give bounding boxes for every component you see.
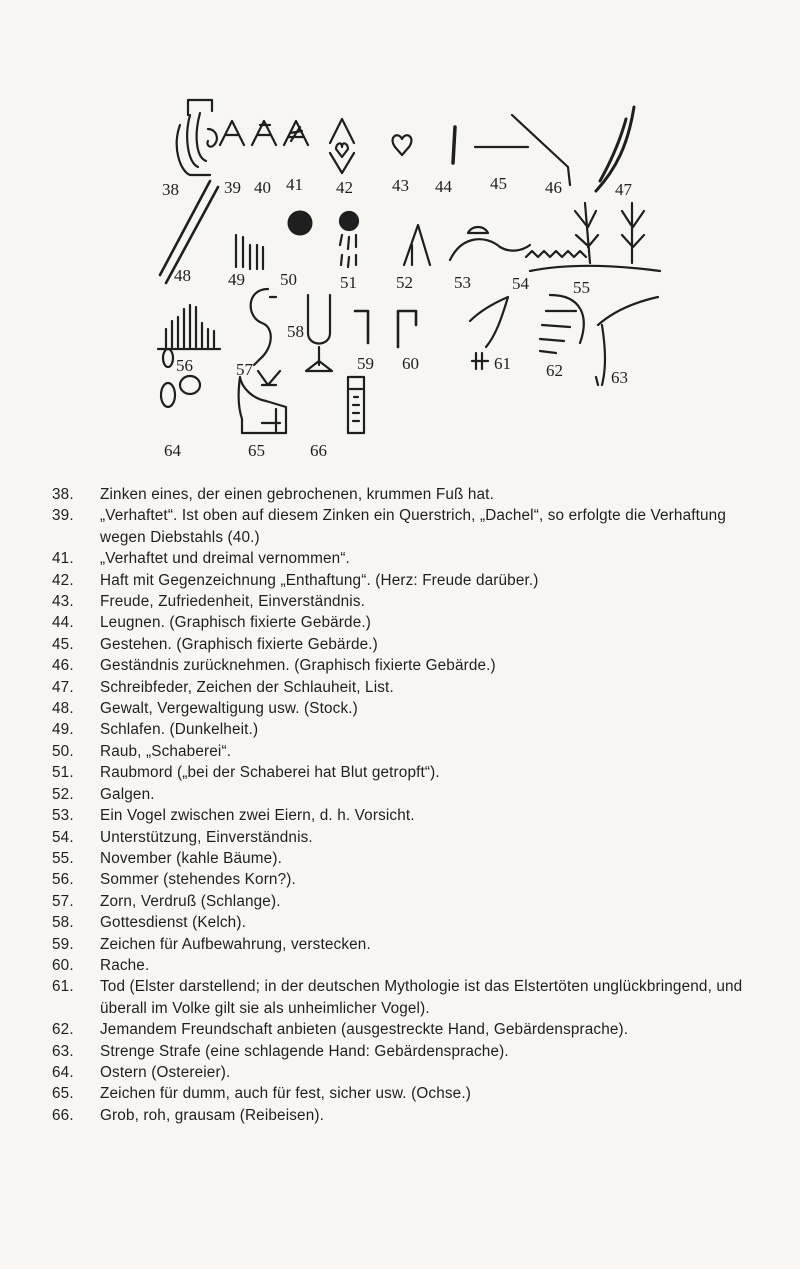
glyph-53 xyxy=(450,227,530,260)
legend-text: Gestehen. (Graphisch fixierte Gebärde.) xyxy=(100,635,378,653)
legend-text: Haft mit Gegenzeichnung „Enthaftung“. (Herz: Freude darüber.) xyxy=(100,571,539,589)
figure-label-65: 65 xyxy=(248,441,265,460)
legend-number: 45. xyxy=(52,635,74,653)
legend-number: 60. xyxy=(52,956,74,974)
glyph-55 xyxy=(530,203,660,271)
glyph-44 xyxy=(453,127,455,163)
figure-label-39: 39 xyxy=(224,178,241,197)
legend-text: Zeichen für dumm, auch für fest, sicher usw. (Ochse.) xyxy=(100,1085,471,1103)
legend-number: 62. xyxy=(52,1021,74,1039)
legend-text: Jemandem Freundschaft anbieten (ausgestreckte Hand, Gebärdensprache). xyxy=(100,1021,629,1039)
legend-text: Ostern (Ostereier). xyxy=(100,1063,231,1081)
figure-label-46: 46 xyxy=(545,178,562,197)
legend-number: 64. xyxy=(52,1063,74,1081)
glyph-51 xyxy=(340,212,358,267)
legend-item xyxy=(52,1041,757,1062)
figure-label-41: 41 xyxy=(286,175,303,194)
legend-text: Sommer (stehendes Korn?). xyxy=(100,871,296,889)
legend-item xyxy=(52,698,757,719)
legend-text: Schreibfeder, Zeichen der Schlauheit, List. xyxy=(100,678,394,696)
legend-item xyxy=(52,955,757,976)
figure-label-57: 57 xyxy=(236,360,253,379)
legend-text: „Verhaftet und dreimal vernommen“. xyxy=(100,550,350,568)
legend-item xyxy=(52,934,757,955)
glyph-59 xyxy=(355,311,368,343)
figure-label-66: 66 xyxy=(310,441,327,460)
figure-label-60: 60 xyxy=(402,354,419,373)
legend-text: Galgen. xyxy=(100,785,155,803)
legend-item xyxy=(52,976,757,1019)
legend-text: Raubmord („bei der Schaberei hat Blut getropft“). xyxy=(100,764,440,782)
legend-list xyxy=(52,484,757,1126)
legend-item xyxy=(52,891,757,912)
legend-number: 49. xyxy=(52,721,74,739)
legend-item xyxy=(52,1062,757,1083)
legend-text: Geständnis zurücknehmen. (Graphisch fixierte Gebärde.) xyxy=(100,657,496,675)
figure-label-42: 42 xyxy=(336,178,353,197)
glyph-38 xyxy=(177,100,217,175)
figure-label-52: 52 xyxy=(396,273,413,292)
figure-label-50: 50 xyxy=(280,270,297,289)
figure-label-63: 63 xyxy=(611,368,628,387)
legend-item xyxy=(52,1105,757,1126)
legend-text: Unterstützung, Einverständnis. xyxy=(100,828,313,846)
figure-label-48: 48 xyxy=(174,266,191,285)
legend-number: 58. xyxy=(52,914,74,932)
legend-number: 56. xyxy=(52,871,74,889)
legend-item xyxy=(52,805,757,826)
symbol-figure xyxy=(150,85,670,465)
legend-text: Gewalt, Vergewaltigung usw. (Stock.) xyxy=(100,700,358,718)
legend-text: Gottesdienst (Kelch). xyxy=(100,914,246,932)
glyph-43 xyxy=(393,135,412,155)
figure-label-44: 44 xyxy=(435,177,452,196)
glyph-57 xyxy=(251,289,280,385)
glyph-60 xyxy=(398,311,416,347)
glyph-47 xyxy=(596,107,634,191)
glyph-46 xyxy=(512,115,570,185)
legend-number: 39. xyxy=(52,507,74,525)
legend-number: 48. xyxy=(52,700,74,718)
legend-text: Rache. xyxy=(100,956,150,974)
figure-label-45: 45 xyxy=(490,174,507,193)
legend-item xyxy=(52,1019,757,1040)
glyph-50 xyxy=(288,211,312,235)
legend-item xyxy=(52,484,757,505)
legend-item xyxy=(52,570,757,591)
glyph-54 xyxy=(526,251,586,257)
legend-number: 52. xyxy=(52,785,74,803)
legend-text: Zorn, Verdruß (Schlange). xyxy=(100,892,281,910)
legend-item xyxy=(52,548,757,569)
legend-text: Raub, „Schaberei“. xyxy=(100,742,232,760)
legend-number: 57. xyxy=(52,892,74,910)
figure-label-59: 59 xyxy=(357,354,374,373)
figure-label-64: 64 xyxy=(164,441,181,460)
legend-number: 46. xyxy=(52,657,74,675)
legend-item xyxy=(52,655,757,676)
glyph-49 xyxy=(236,235,263,269)
legend-number: 41. xyxy=(52,550,74,568)
legend-text: Ein Vogel zwischen zwei Eiern, d. h. Vorsicht. xyxy=(100,807,415,825)
legend-item xyxy=(52,634,757,655)
glyph-66 xyxy=(348,377,364,433)
glyph-58 xyxy=(306,295,332,371)
glyph-42 xyxy=(330,119,354,173)
figure-label-38: 38 xyxy=(162,180,179,199)
legend-text: Tod (Elster darstellend; in der deutschen Mythologie ist das Elstertöten unglückbringend, und überall im Volke gilt sie als unheimlicher Vogel). xyxy=(100,978,743,1017)
legend-number: 47. xyxy=(52,678,74,696)
legend-item xyxy=(52,612,757,633)
legend-number: 63. xyxy=(52,1042,74,1060)
figure-label-43: 43 xyxy=(392,176,409,195)
legend-text: Leugnen. (Graphisch fixierte Gebärde.) xyxy=(100,614,371,632)
legend-item xyxy=(52,912,757,933)
legend-item xyxy=(52,719,757,740)
legend-text: Grob, roh, grausam (Reibeisen). xyxy=(100,1106,324,1124)
legend-text: „Verhaftet“. Ist oben auf diesem Zinken ein Querstrich, „Dachel“, so erfolgte die Verhaftung wegen Diebstahls (40.) xyxy=(100,507,726,546)
figure-label-53: 53 xyxy=(454,273,471,292)
legend-number: 61. xyxy=(52,978,74,996)
legend-item xyxy=(52,505,757,548)
legend-number: 65. xyxy=(52,1085,74,1103)
legend-text: Freude, Zufriedenheit, Einverständnis. xyxy=(100,593,366,611)
legend-text: November (kahle Bäume). xyxy=(100,849,282,867)
legend-text: Zinken eines, der einen gebrochenen, krummen Fuß hat. xyxy=(100,486,494,503)
glyph-52 xyxy=(404,225,430,265)
legend-item xyxy=(52,848,757,869)
figure-label-58: 58 xyxy=(287,322,304,341)
figure-label-40: 40 xyxy=(254,178,271,197)
legend-item xyxy=(52,591,757,612)
glyph-56 xyxy=(158,305,220,349)
legend-number: 59. xyxy=(52,935,74,953)
figure-label-47: 47 xyxy=(615,180,632,199)
legend-number: 44. xyxy=(52,614,74,632)
legend-item xyxy=(52,784,757,805)
glyph-62 xyxy=(540,295,584,353)
figure-label-62: 62 xyxy=(546,361,563,380)
legend-number: 55. xyxy=(52,849,74,867)
legend-item xyxy=(52,762,757,783)
legend-number: 66. xyxy=(52,1106,74,1124)
figure-label-61: 61 xyxy=(494,354,511,373)
legend-number: 38. xyxy=(52,486,74,503)
legend-text: Strenge Strafe (eine schlagende Hand: Gebärdensprache). xyxy=(100,1042,509,1060)
figure-label-56: 56 xyxy=(176,356,193,375)
figure-label-51: 51 xyxy=(340,273,357,292)
legend-item xyxy=(52,827,757,848)
legend-text: Schlafen. (Dunkelheit.) xyxy=(100,721,259,739)
legend-item xyxy=(52,1083,757,1104)
legend-item xyxy=(52,869,757,890)
legend-item xyxy=(52,677,757,698)
legend-number: 53. xyxy=(52,807,74,825)
legend-number: 43. xyxy=(52,593,74,611)
figure-label-49: 49 xyxy=(228,270,245,289)
legend-number: 51. xyxy=(52,764,74,782)
legend-item xyxy=(52,741,757,762)
figure-label-55: 55 xyxy=(573,278,590,297)
legend-number: 50. xyxy=(52,742,74,760)
figure-label-54: 54 xyxy=(512,274,529,293)
glyph-39-40-41 xyxy=(220,121,308,145)
legend-number: 42. xyxy=(52,571,74,589)
legend-number: 54. xyxy=(52,828,74,846)
legend-text: Zeichen für Aufbewahrung, verstecken. xyxy=(100,935,371,953)
